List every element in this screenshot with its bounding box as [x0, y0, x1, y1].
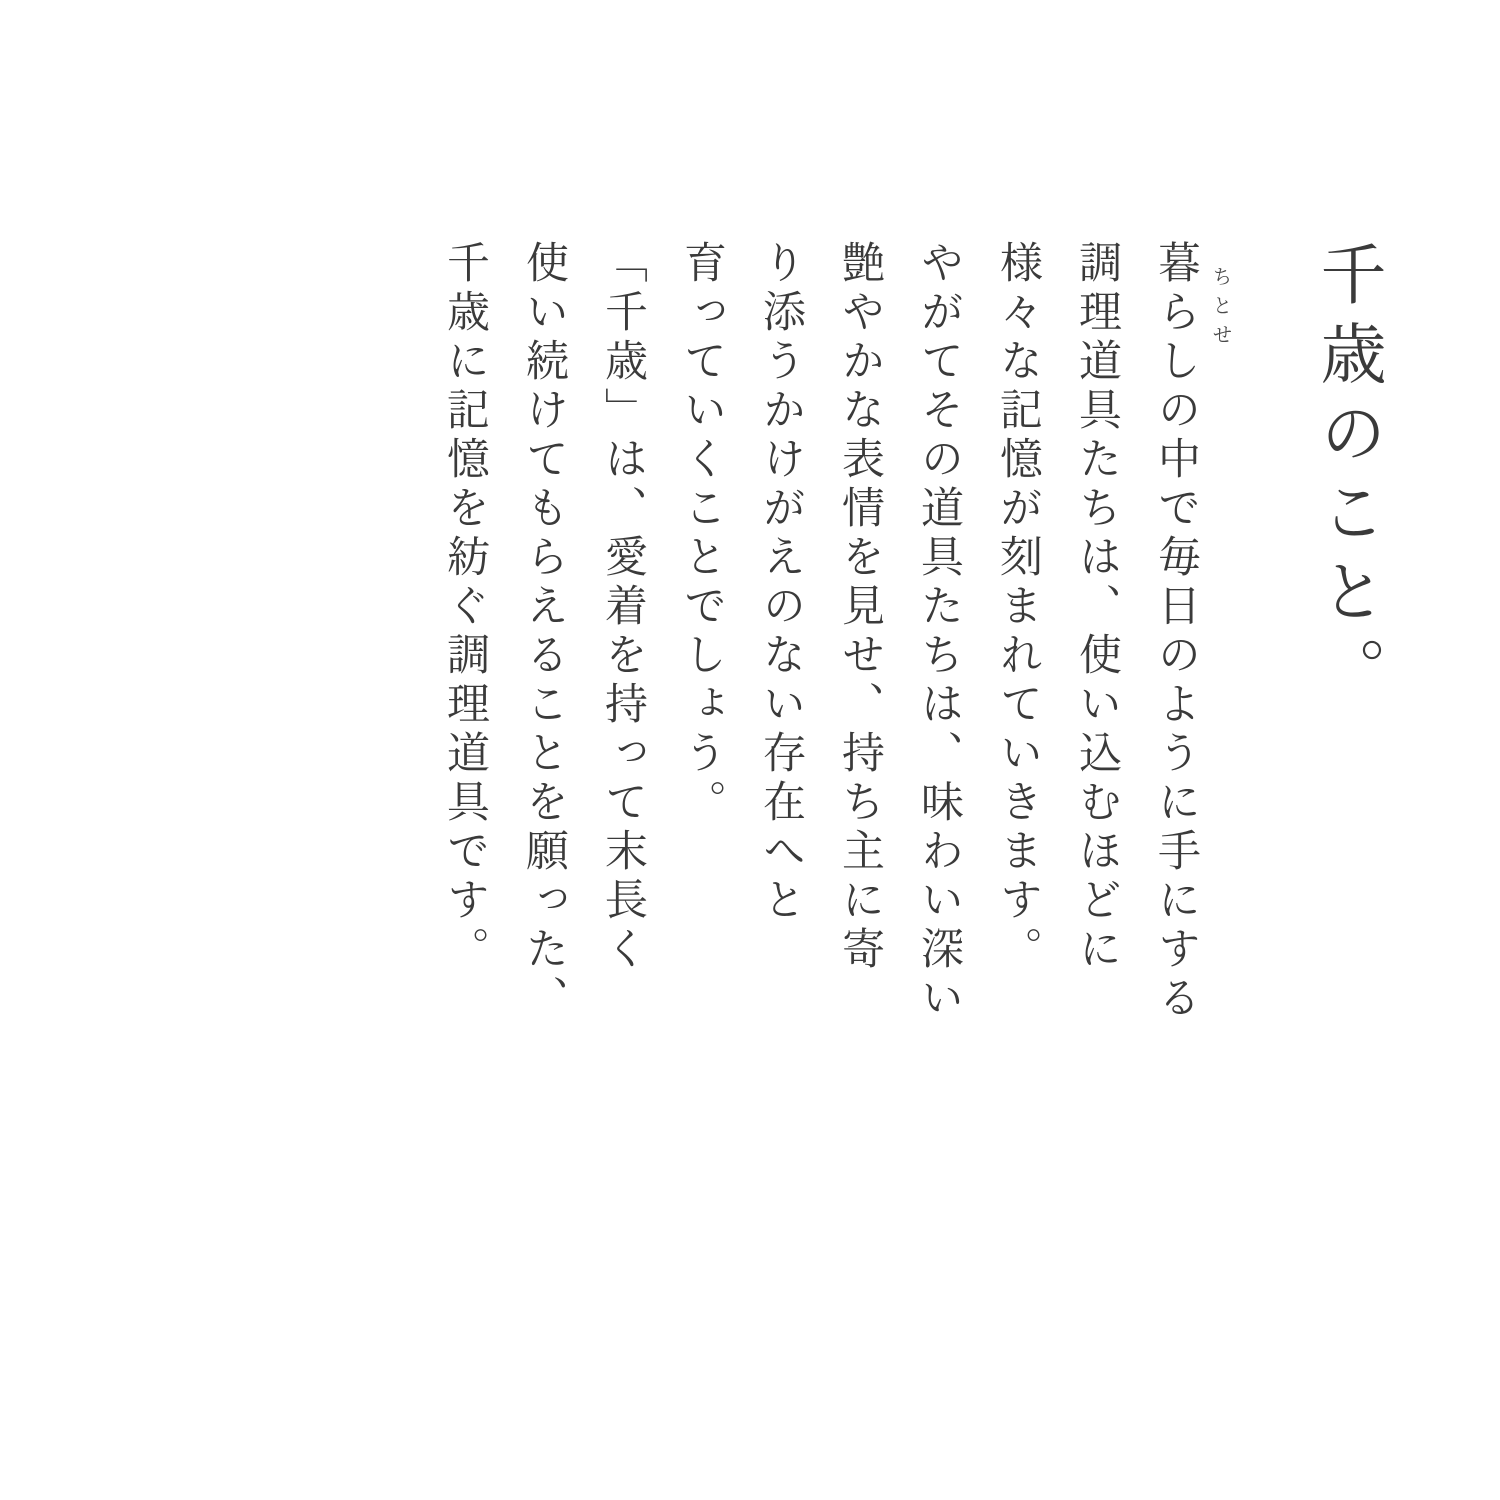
body-column: 使い続けてもらえることを願った、: [519, 240, 569, 1025]
title-ruby: ちとせ: [1209, 266, 1233, 353]
body-column: 様々な記憶が刻まれていきます。: [993, 240, 1043, 976]
body-column: 「千歳」は、愛着を持って末長く: [598, 240, 648, 976]
body-column: 千歳に記憶を紡ぐ調理道具です。: [440, 240, 490, 976]
body-column: 艶やかな表情を見せ、持ち主に寄: [835, 240, 885, 976]
body-column: 暮らしの中で毎日のように手にする: [1151, 240, 1201, 1025]
vertical-text-block: [407, 240, 1386, 1260]
body-column: 調理道具たちは、使い込むほどに: [1072, 240, 1122, 976]
body-column: り添うかけがえのない存在へと: [756, 240, 806, 927]
body-column: やがてその道具たちは、味わい深い: [914, 240, 964, 1025]
body-column: 育っていくことでしょう。: [677, 240, 727, 829]
page-title: 千歳のこと。: [1309, 240, 1386, 716]
